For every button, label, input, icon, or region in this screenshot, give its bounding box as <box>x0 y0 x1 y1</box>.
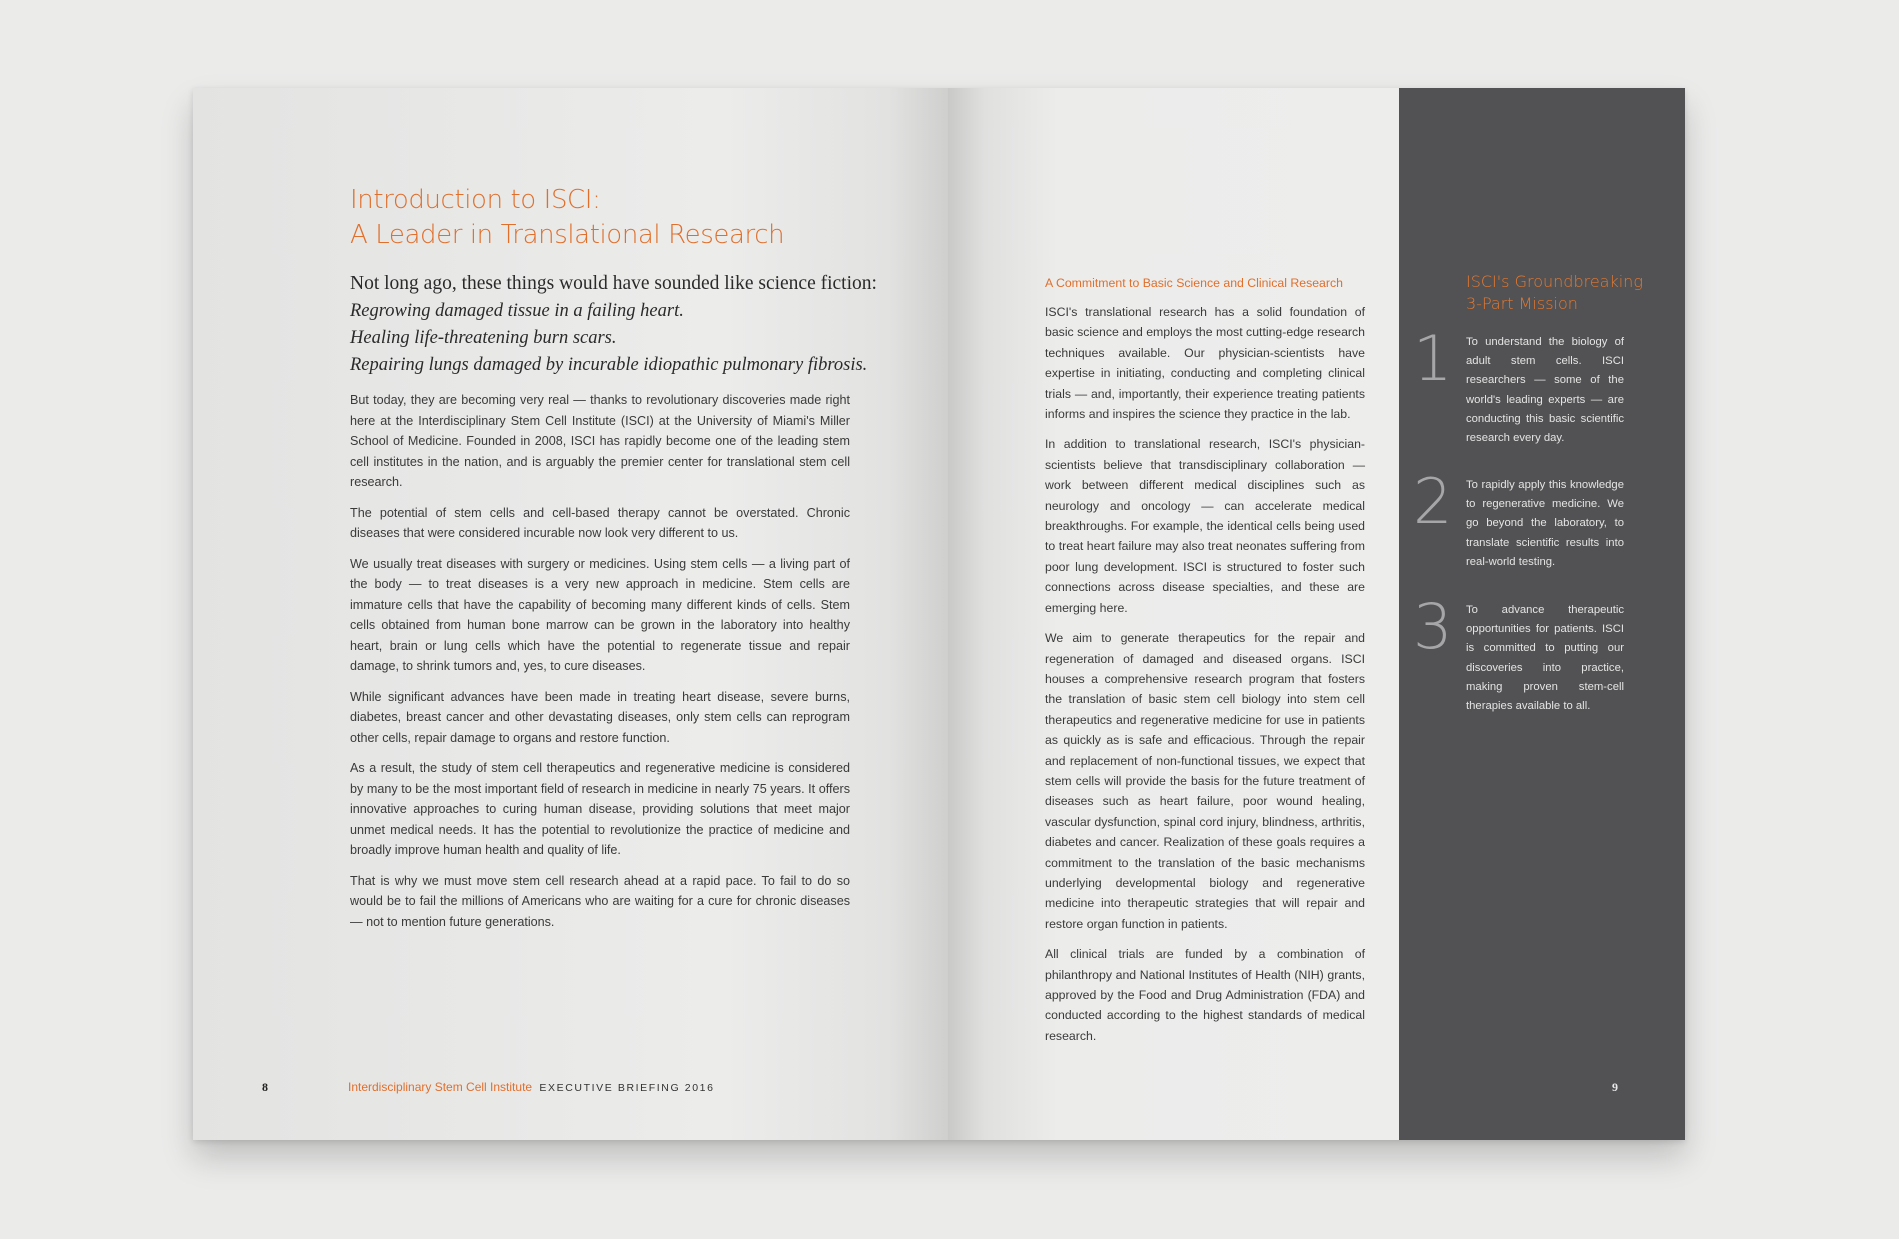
mission-text: To rapidly apply this knowledge to regenerative medicine. We go beyond the laboratory, to translate scientific results into real-world testing. <box>1466 479 1624 568</box>
mission-title-line-2: 3-Part Mission <box>1466 294 1578 313</box>
page-title <box>350 183 910 253</box>
paragraph: As a result, the study of stem cell therapeutics and regenerative medicine is considered by many to be the most important field of research in medicine in nearly 75 years. It offers innovative approaches to curing human disease, providing solutions that meet major unmet medical needs. It has the potential to revolutionize the practice of medicine and broadly improve human health and quality of life. <box>350 761 850 857</box>
paragraph: While significant advances have been made in treating heart disease, severe burns, diabetes, breast cancer and other devastating diseases, only stem cells can reprogram other cells, repair damage to organs and restore function. <box>350 689 850 745</box>
right-body-text <box>1045 302 1365 1056</box>
paragraph: ISCI's translational research has a solid foundation of basic science and employs the most cutting-edge research techniques available. Our physician-scientists have expertise in initiating, conducting and completing clinical trials — and, importantly, their experience treating patients informs and inspires the science they practice in the lab. <box>1045 305 1365 422</box>
mission-text: To understand the biology of adult stem cells. ISCI researchers — some of the world's leading experts — are conducting this basic scientific research every day. <box>1466 336 1624 445</box>
paragraph: We usually treat diseases with surgery or medicines. Using stem cells — a living part of the body — to treat diseases is a very new approach in medicine. Stem cells are immature cells that have the capability of becoming many different kinds of cells. Stem cells obtained from human bone marrow can be grown in the laboratory into healthy heart, brain or lung cells which have the potential to regenerate tissue and repair damage, to shrink tumors and, yes, to cure diseases. <box>350 556 850 673</box>
mission-title-line-1: ISCI's Groundbreaking <box>1466 272 1643 291</box>
brochure-spread <box>193 88 1685 1140</box>
title-line-1: Introduction to ISCI: <box>350 185 601 215</box>
page-number-left: 8 <box>262 1080 268 1094</box>
mission-title <box>1466 271 1666 315</box>
left-page <box>193 88 948 1140</box>
paragraph: But today, they are becoming very real — thanks to revolutionary discoveries made right here at the Interdisciplinary Stem Cell Institute (ISCI) at the University of Miami's Miller School of Medicine. Founded in 2008, ISCI has rapidly become one of the leading stem cell institutes in the nation, and is arguably the premier center for translational stem cell research. <box>350 393 850 489</box>
running-head <box>348 1080 715 1094</box>
mission-text: To advance therapeutic opportunities for patients. ISCI is committed to putting our discoveries into practice, making proven stem-cell therapies available to all. <box>1466 604 1624 713</box>
running-head-institute: Interdisciplinary Stem Cell Institute <box>348 1080 533 1094</box>
lead-line: Regrowing damaged tissue in a failing heart. <box>350 301 684 321</box>
paragraph: All clinical trials are funded by a combination of philanthropy and National Institutes of Health (NIH) grants, approved by the Food and Drug Administration (FDA) and conducted according to the highest standards of medical research. <box>1045 947 1365 1043</box>
mission-number: 2 <box>1413 465 1453 538</box>
lead-line: Healing life-threatening burn scars. <box>350 328 617 348</box>
right-page <box>948 88 1685 1140</box>
left-body-text <box>350 390 850 942</box>
section-heading: A Commitment to Basic Science and Clinical Research <box>1045 276 1343 290</box>
page-number-right: 9 <box>1612 1080 1618 1094</box>
paragraph: In addition to translational research, ISCI's physician-scientists believe that transdisciplinary collaboration — work between different medical disciplines such as neurology and oncology — can accelerate medical breakthroughs. For example, the identical cells being used to treat heart failure may also treat neonates suffering from poor lung development. ISCI is structured to foster such connections across disease specialties, and these are emerging here. <box>1045 437 1365 615</box>
paragraph: The potential of stem cells and cell-based therapy cannot be overstated. Chronic diseases that were considered incurable now look very different to us. <box>350 505 850 540</box>
mission-sidebar <box>1399 88 1685 1140</box>
mission-number: 3 <box>1413 590 1453 663</box>
lead-block <box>350 270 877 379</box>
mission-number: 1 <box>1413 322 1453 395</box>
paragraph: That is why we must move stem cell research ahead at a rapid pace. To fail to do so would be to fail the millions of Americans who are waiting for a cure for chronic diseases — not to mention future generations. <box>350 873 850 929</box>
paragraph: We aim to generate therapeutics for the repair and regeneration of damaged and diseased organs. ISCI houses a comprehensive research program that fosters the translation of basic stem cell biology into stem cell therapeutics and regenerative medicine for use in patients as quickly as is safe and efficacious. Through the repair and replacement of non-functional tissues, we expect that stem cells will provide the basis for the future treatment of diseases such as heart failure, poor wound healing, vascular dysfunction, spinal cord injury, blindness, arthritis, diabetes and cancer. Realization of these goals requires a commitment to the translation of the basic mechanisms underlying developmental biology and regenerative medicine into therapeutic strategies that will repair and restore organ function in patients. <box>1045 631 1365 931</box>
lead-line: Repairing lungs damaged by incurable idiopathic pulmonary fibrosis. <box>350 355 868 375</box>
lead-intro: Not long ago, these things would have sounded like science fiction: <box>350 273 877 294</box>
running-head-briefing: EXECUTIVE BRIEFING 2016 <box>539 1082 715 1094</box>
title-line-2: A Leader in Translational Research <box>350 220 785 250</box>
